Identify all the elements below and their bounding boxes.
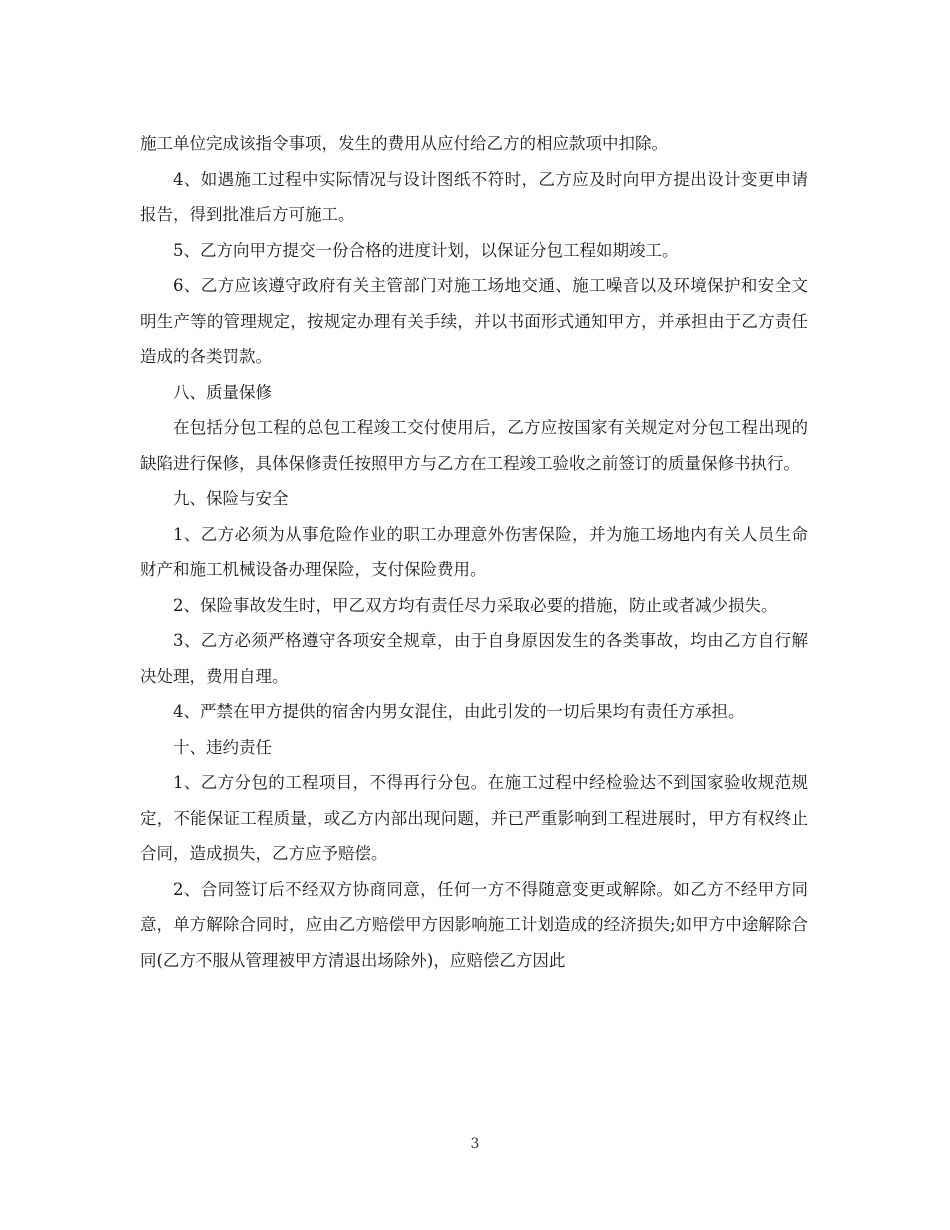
paragraph: 在包括分包工程的总包工程竣工交付使用后，乙方应按国家有关规定对分包工程出现的缺陷进行保修，具体保修责任按照甲方与乙方在工程竣工验收之前签订的质量保修书执行。: [140, 418, 808, 473]
paragraph: 5、乙方向甲方提交一份合格的进度计划，以保证分包工程如期竣工。: [173, 240, 679, 260]
paragraph: 施工单位完成该指令事项，发生的费用从应付给乙方的相应款项中扣除。: [140, 134, 668, 153]
paragraph: 1、乙方必须为从事危险作业的职工办理意外伤害保险，并为施工场地内有关人员生命财产和施工机械设备办理保险，支付保险费用。: [140, 524, 808, 579]
document-body: [140, 126, 808, 978]
section-heading: 八、质量保修: [173, 382, 272, 402]
paragraph: 6、乙方应该遵守政府有关主管部门对施工场地交通、施工噪音以及环境保护和安全文明生产等的管理规定，按规定办理有关手续，并以书面形式通知甲方，并承担由于乙方责任造成的各类罚款。: [140, 276, 808, 366]
paragraph: 4、严禁在甲方提供的宿舍内男女混住，由此引发的一切后果均有责任方承担。: [173, 702, 745, 721]
paragraph: 2、保险事故发生时，甲乙双方均有责任尽力采取必要的措施，防止或者减少损失。: [173, 595, 778, 615]
section-heading: 九、保险与安全: [173, 489, 289, 508]
paragraph: 1、乙方分包的工程项目，不得再行分包。在施工过程中经检验达不到国家验收规范规定，不能保证工程质量，或乙方内部出现问题，并已严重影响到工程进展时，甲方有权终止合同，造成损失，乙方应予赔偿。: [140, 773, 808, 863]
paragraph: 2、合同签订后不经双方协商同意，任何一方不得随意变更或解除。如乙方不经甲方同意，单方解除合同时，应由乙方赔偿甲方因影响施工计划造成的经济损失;如甲方中途解除合同(乙方不服从管理被甲方清退出场除外)，应赔偿乙方因此: [140, 879, 808, 970]
paragraph: 3、乙方必须严格遵守各项安全规章，由于自身原因发生的各类事故，均由乙方自行解决处理，费用自理。: [140, 631, 808, 686]
page-number: 3: [470, 1136, 480, 1152]
section-heading: 十、违约责任: [173, 737, 272, 757]
paragraph: 4、如遇施工过程中实际情况与设计图纸不符时，乙方应及时向甲方提出设计变更申请报告，得到批准后方可施工。: [140, 169, 808, 224]
